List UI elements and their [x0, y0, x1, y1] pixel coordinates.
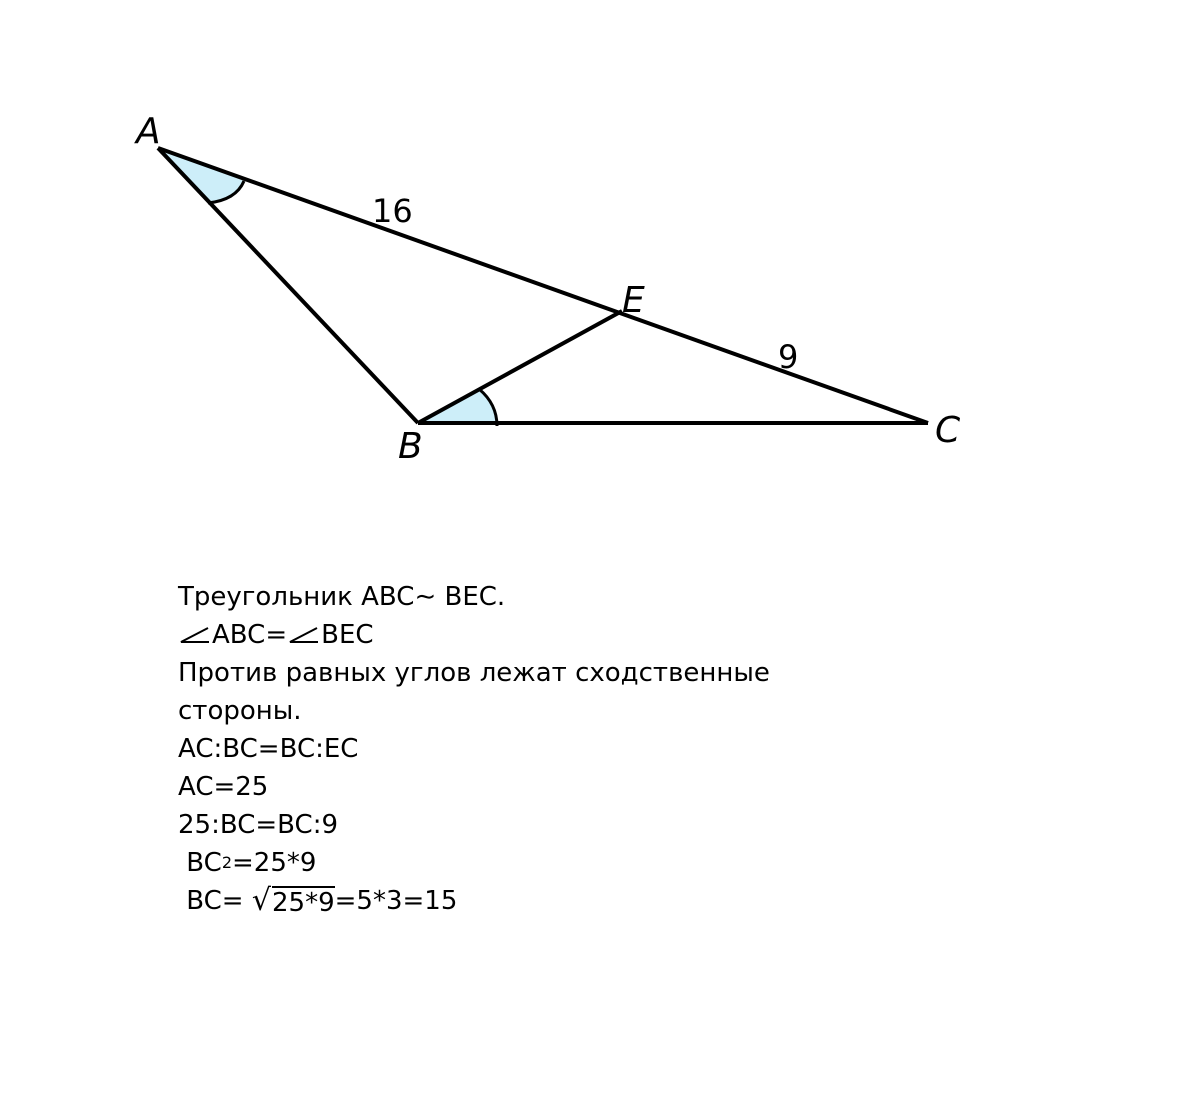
solution-text	[178, 578, 770, 920]
radicand: 25*9	[271, 888, 335, 918]
solution-line-1: Треугольник ABC∼ BEC.	[178, 582, 506, 612]
side-ac	[158, 148, 928, 423]
square-exponent: 2	[221, 853, 232, 872]
solution-line-3: Против равных углов лежат сходственные	[178, 658, 770, 688]
point-e-label: E	[622, 280, 645, 321]
solution-line-2	[178, 616, 770, 654]
solution-line-5: AC:BC=BC:EC	[178, 734, 359, 764]
bc-equals-text: BC=	[186, 886, 244, 916]
bc-text: BC	[186, 848, 222, 878]
point-a-label: A	[136, 111, 161, 152]
side-ab	[158, 148, 418, 423]
solution-line-4: стороны.	[178, 696, 302, 726]
angle-icon	[287, 625, 321, 645]
solution-line-9	[178, 882, 770, 920]
point-b-label: B	[398, 426, 423, 467]
solution-line-7: 25:BC=BC:9	[178, 810, 338, 840]
product-text: =25*9	[232, 848, 317, 878]
angle-icon	[178, 625, 212, 645]
solution-line-8	[178, 844, 770, 882]
length-ae-label: 16	[372, 192, 413, 230]
point-c-label: C	[935, 410, 961, 451]
solution-line-6: AC=25	[178, 772, 269, 802]
length-ec-label: 9	[778, 338, 799, 376]
angle-bec-text: BEC	[321, 620, 374, 650]
segment-be	[418, 311, 622, 423]
sqrt-icon: √	[251, 883, 271, 918]
result-text: =5*3=15	[334, 886, 458, 916]
angle-abc-text: ABC=	[212, 620, 288, 650]
triangle-diagram	[0, 0, 1200, 540]
